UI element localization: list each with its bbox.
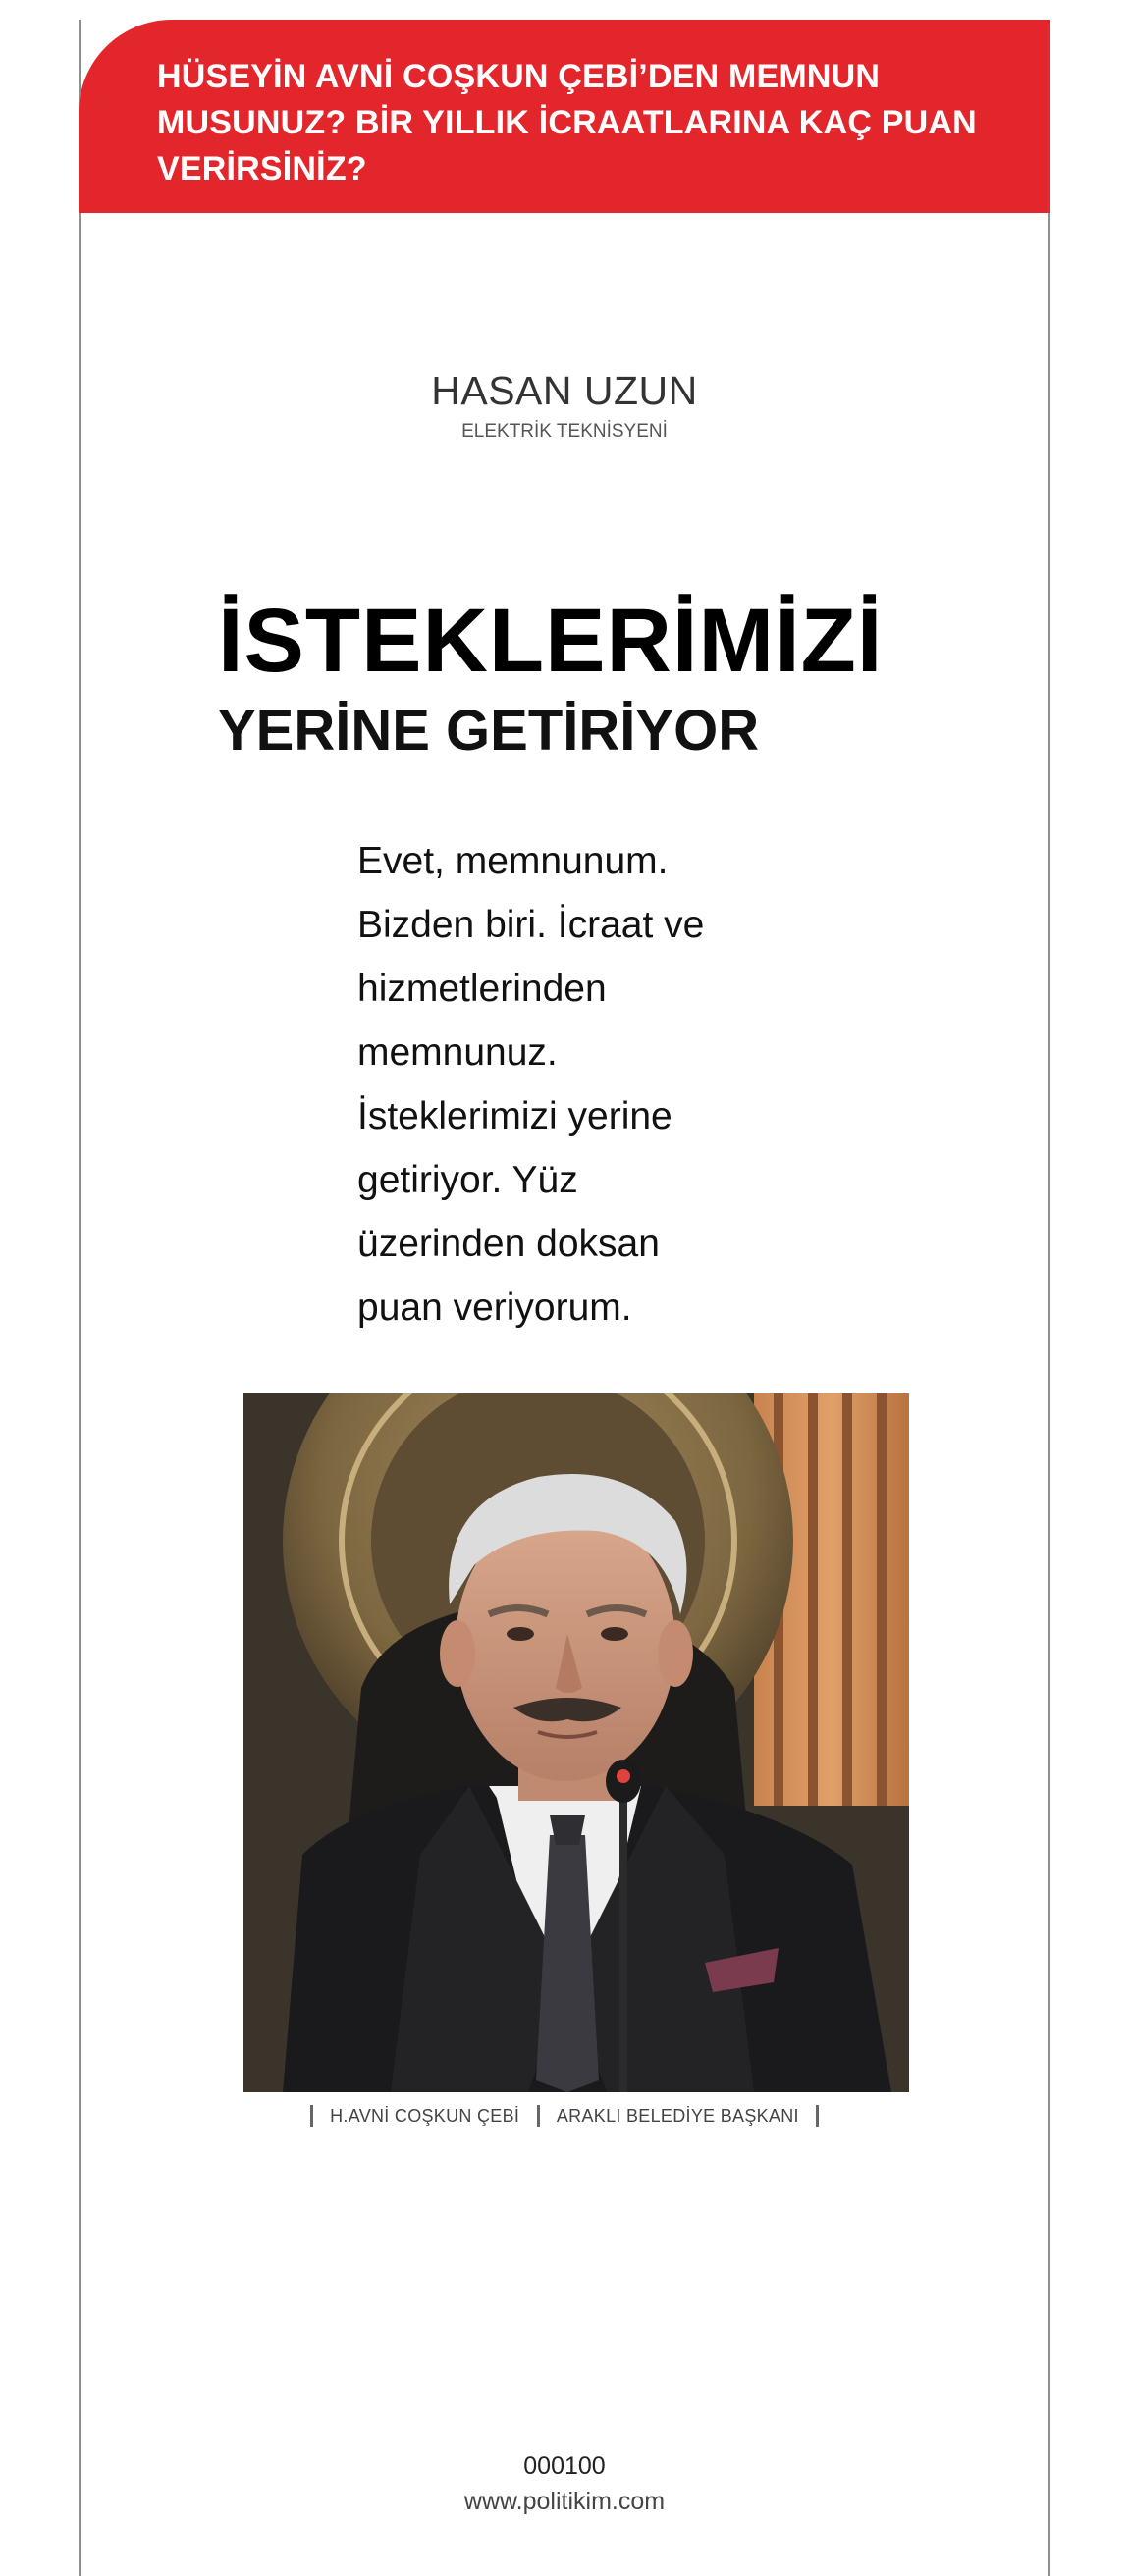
byline: [0, 365, 1129, 444]
quote-line: memnunuz.: [357, 1031, 558, 1074]
caption-divider: [816, 2105, 819, 2127]
caption-divider: [310, 2105, 313, 2127]
caption-name: H.AVNİ COŞKUN ÇEBİ: [330, 2105, 520, 2126]
byline-name: HASAN UZUN: [431, 368, 698, 413]
header-question: HÜSEYİN AVNİ COŞKUN ÇEBİ’DEN MEMNUN MUSUNUZ? BİR YILLIK İCRAATLARINA KAÇ PUAN VERİRSİNİZ?: [157, 58, 977, 187]
footer-url[interactable]: www.politikim.com: [463, 2488, 666, 2515]
byline-role: ELEKTRİK TEKNİSYENİ: [461, 421, 668, 442]
headline-main: İSTEKLERİMİZİ: [218, 591, 884, 691]
headline: [218, 591, 1003, 765]
header-banner: [79, 20, 1050, 213]
quote-line: hizmetlerinden: [357, 968, 607, 1010]
caption-title: ARAKLI BELEDİYE BAŞKANI: [556, 2105, 799, 2126]
quote-line: Evet, memnunum.: [357, 840, 669, 882]
headline-sub: YERİNE GETİRİYOR: [218, 699, 760, 762]
caption-divider: [537, 2105, 540, 2127]
portrait-photo: [243, 1393, 909, 2092]
footer-code: 000100: [523, 2452, 606, 2480]
footer: [0, 2450, 1129, 2517]
quote-line: İsteklerimizi yerine: [357, 1095, 672, 1137]
quote-line: üzerinden doksan: [357, 1223, 660, 1265]
portrait-illustration-icon: [243, 1393, 909, 2092]
quote: [357, 829, 770, 1340]
photo-caption: [0, 2105, 1129, 2127]
quote-line: puan veriyorum.: [357, 1287, 632, 1329]
quote-line: getiriyor. Yüz: [357, 1159, 578, 1201]
quote-line: Bizden biri. İcraat ve: [357, 904, 705, 946]
